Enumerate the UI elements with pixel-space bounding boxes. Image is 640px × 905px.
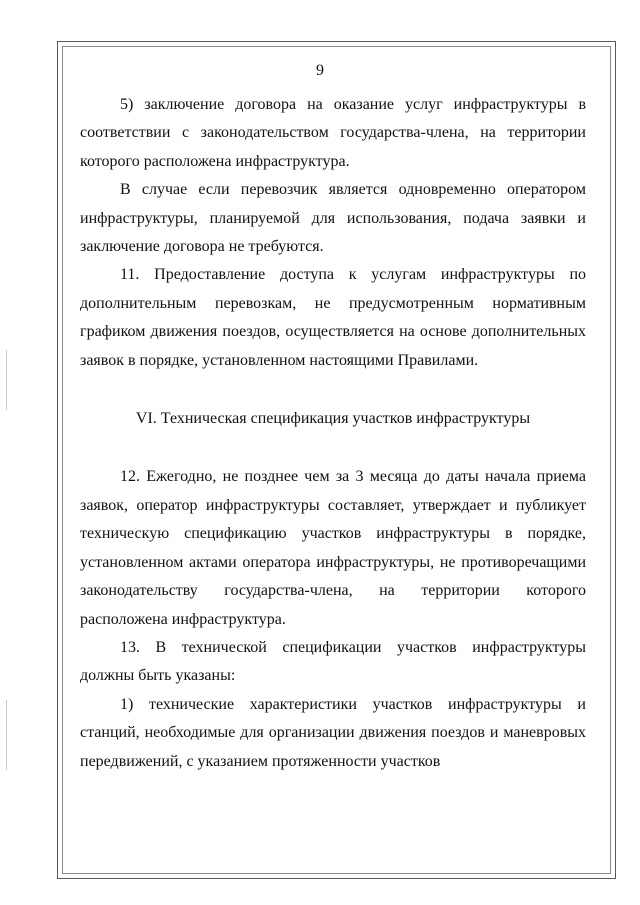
scan-artifact-line: [6, 700, 7, 770]
spacer: [80, 375, 586, 405]
spacer: [80, 433, 586, 463]
page-number: 9: [316, 62, 324, 79]
paragraph-13: 13. В технической спецификации участков инфраструктуры должны быть указаны:: [80, 638, 586, 685]
paragraph-carrier-operator: В случае если перевозчик является одновременно оператором инфраструктуры, планируемой для использования, подача заявки и заключение договора не требуются.: [80, 181, 586, 256]
scan-artifact-line: [6, 350, 7, 410]
paragraph-13-item-1: 1) технические характеристики участков инфраструктуры и станций, необходимые для организации движения поездов и маневровых передвижений, с указанием протяженности участков: [80, 695, 586, 770]
section-heading: VI. Техническая спецификация участков инфраструктуры: [135, 410, 531, 428]
paragraph-11: 11. Предоставление доступа к услугам инфраструктуры по дополнительным перевозкам, не предусмотренным нормативным графиком движения поездов, осуществляется на основе дополнительных заявок в порядке, установленном настоящими Правилами.: [80, 266, 586, 369]
document-body: [80, 91, 586, 776]
paragraph-item-5: 5) заключение договора на оказание услуг инфраструктуры в соответствии с законодательством государства-члена, на территории которого расположена инфраструктура.: [80, 96, 586, 170]
paragraph-12: 12. Ежегодно, не позднее чем за 3 месяца до даты начала приема заявок, оператор инфраструктуры составляет, утверждает и публикует техническую спецификацию участков инфраструктуры в порядке, установленном актами оператора инфраструктуры, не противоречащими законодательству государства-члена, на территории которого расположена инфраструктура.: [80, 468, 586, 628]
